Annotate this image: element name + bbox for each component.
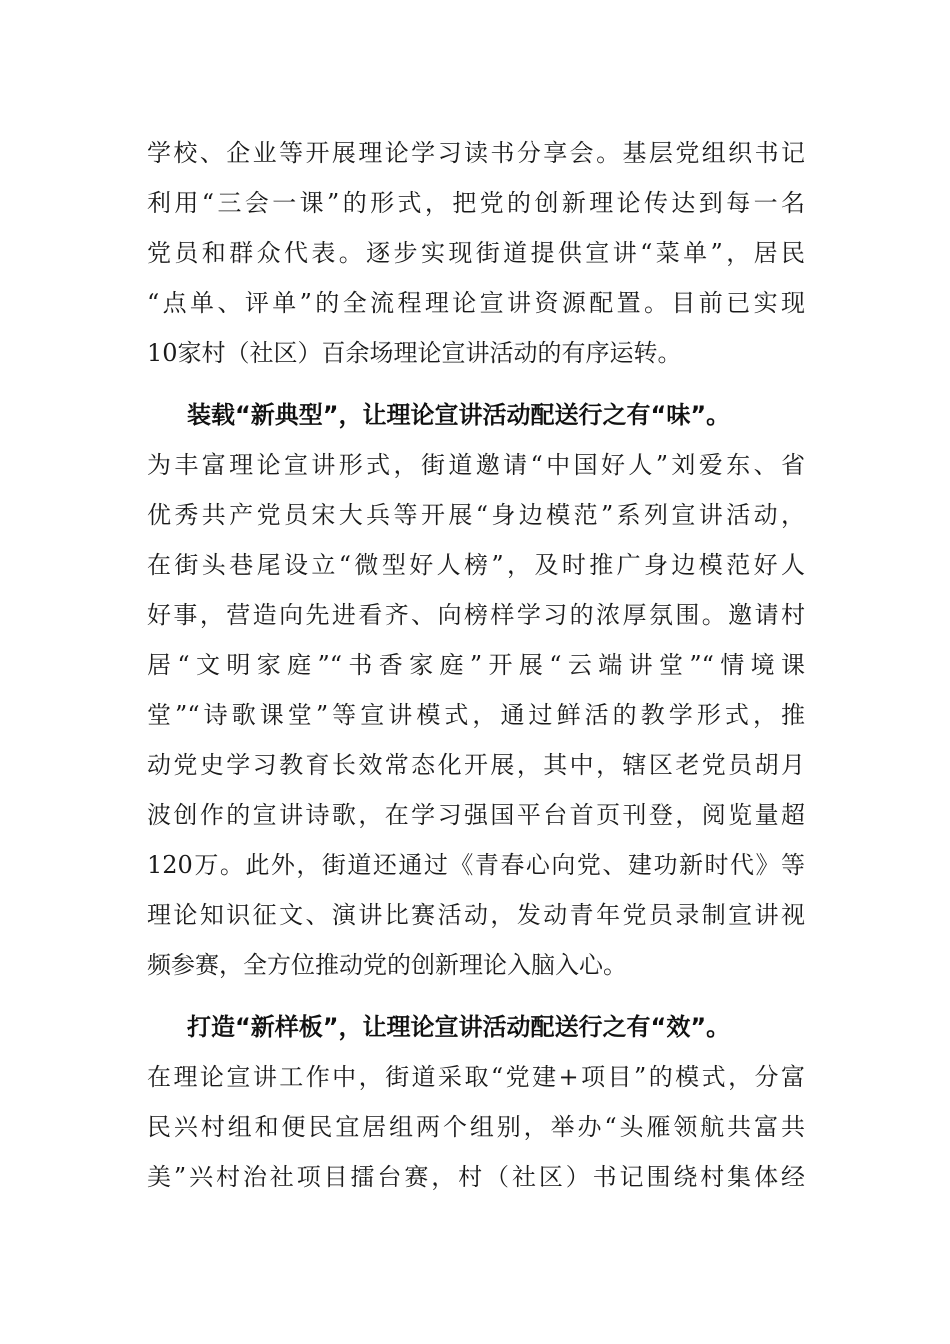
- section-typical-models: [147, 390, 805, 990]
- text-line: 理论知识征文、演讲比赛活动，发动青年党员录制宣讲视: [147, 901, 805, 929]
- text-line: 10家村（社区）百余场理论宣讲活动的有序运转。: [147, 339, 682, 367]
- text-line: 党员和群众代表。逐步实现街道提供宣讲“菜单”，居民: [147, 239, 805, 267]
- document-body: [147, 128, 805, 1202]
- text-line: 学校、企业等开展理论学习读书分享会。基层党组织书记: [147, 139, 805, 167]
- text-line: 为丰富理论宣讲形式，街道邀请“中国好人”刘爱东、省: [147, 451, 805, 479]
- text-line: 美”兴村治社项目擂台赛，村（社区）书记围绕村集体经: [147, 1163, 805, 1191]
- text-line: 优秀共产党员宋大兵等开展“身边模范”系列宣讲活动，: [147, 501, 805, 529]
- text-line: 利用“三会一课”的形式，把党的创新理论传达到每一名: [147, 189, 805, 217]
- paragraph-continuation: [147, 128, 805, 378]
- text-line: 堂”“诗歌课堂”等宣讲模式，通过鲜活的教学形式，推: [147, 701, 805, 729]
- text-line: 动党史学习教育长效常态化开展，其中，辖区老党员胡月: [147, 751, 805, 779]
- text-line: 在理论宣讲工作中，街道采取“党建+项目”的模式，分富: [147, 1063, 805, 1091]
- section-heading: 装载“新典型”，让理论宣讲活动配送行之有“味”。: [187, 401, 731, 429]
- text-line: 波创作的宣讲诗歌，在学习强国平台首页刊登，阅览量超: [147, 801, 805, 829]
- text-line: 在街头巷尾设立“微型好人榜”，及时推广身边模范好人: [147, 551, 805, 579]
- text-line: 好事，营造向先进看齐、向榜样学习的浓厚氛围。邀请村: [147, 601, 805, 629]
- section-new-templates: [147, 1002, 805, 1202]
- text-line: 频参赛，全方位推动党的创新理论入脑入心。: [147, 951, 627, 979]
- text-line: 居“文明家庭”“书香家庭”开展“云端讲堂”“情境课: [147, 651, 805, 679]
- text-line: 民兴村组和便民宜居组两个组别，举办“头雁领航共富共: [147, 1113, 805, 1141]
- section-heading: 打造“新样板”，让理论宣讲活动配送行之有“效”。: [187, 1013, 731, 1041]
- text-line: “点单、评单”的全流程理论宣讲资源配置。目前已实现: [147, 289, 805, 317]
- text-line: 120万。此外，街道还通过《青春心向党、建功新时代》等: [147, 851, 805, 879]
